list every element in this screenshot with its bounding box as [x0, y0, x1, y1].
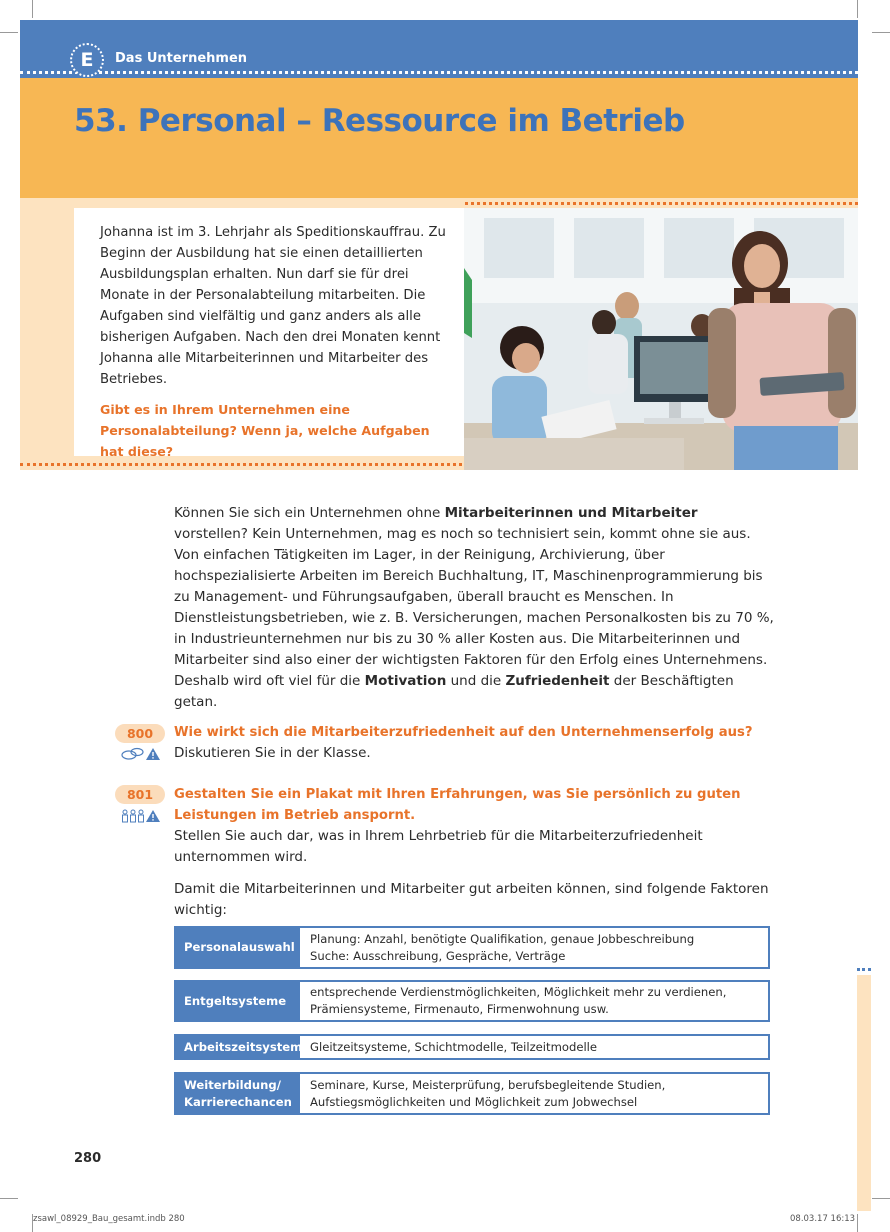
crop-mark [872, 32, 890, 33]
discussion-icon [121, 746, 165, 760]
body-text-part: der Beschäftigten getan. [174, 673, 734, 710]
task-800-question: Wie wirkt sich die Mitarbeiterzufriedenheit auf den Unternehmenserfolg aus? [174, 725, 753, 740]
header-dotted-line [20, 71, 870, 74]
body-text-part: und die [446, 673, 506, 689]
factor-row [174, 926, 770, 969]
body-text-part: vorstellen? Kein Unternehmen, mag es noch so technisiert sein, kommt ohne sie aus. Von einfachen Tätigkeiten im Lager, in der Reinigung, Archivierung, über hochspezialisierte Arbeiten im Bereich Buchhaltung, IT, Maschinenprogrammierung bis zu Management- und Führungsaufgaben, überall braucht es Menschen. In Dienstleistungsbetrieben, wie z. B. Versicherungen, machen Personalkosten bis zu 70 %, in Industrieunternehmen nur bis zu 30 % aller Kosten aus. Die Mitarbeiterinnen und Mitarbeiter sind also einer der wichtigsten Faktoren für den Erfolg eines Unternehmens. Deshalb wird oft viel für die [174, 526, 774, 689]
side-strip [857, 975, 871, 1211]
crop-mark [872, 1198, 890, 1199]
intro-paragraph: Johanna ist im 3. Lehrjahr als Speditionskauffrau. Zu Beginn der Ausbildung hat sie einen detaillierten Ausbildungsplan erhalten. Nun darf sie für drei Monate in der Personalabteilung mitarbeiten. Die Aufgaben sind vielfältig und ganz anders als alle bisherigen Aufgaben. Nach den drei Monaten kennt Johanna alle Mitarbeiterinnen und Mitarbeiter des Betriebes. [100, 225, 446, 387]
crop-mark [32, 0, 33, 18]
body-text-part: Können Sie sich ein Unternehmen ohne [174, 505, 445, 521]
body-bold-term: Zufriedenheit [505, 673, 610, 689]
page-number: 280 [74, 1151, 102, 1166]
factor-description: Seminare, Kurse, Meisterprüfung, berufsbegleitende Studien, Aufstiegsmöglichkeiten und Möglichkeit zum Jobwechsel [310, 1077, 666, 1109]
factor-line: Suche: Ausschreibung, Gespräche, Verträge [310, 948, 566, 963]
factor-description [300, 928, 768, 967]
task-number-800: 800 [115, 724, 165, 743]
factor-description: Gleitzeitsysteme, Schichtmodelle, Teilzeitmodelle [310, 1039, 598, 1054]
factor-label: Arbeitszeitsysteme [176, 1036, 300, 1058]
section-title: Das Unternehmen [115, 51, 248, 66]
side-dotted-line [857, 968, 871, 971]
task-800 [174, 722, 794, 764]
crop-mark [857, 0, 858, 18]
discussion-warning-icons [121, 747, 165, 761]
task-800-text: Diskutieren Sie in der Klasse. [174, 745, 371, 761]
body-paragraph [174, 503, 774, 713]
body-bold-term: Motivation [364, 673, 447, 689]
factor-row [174, 980, 770, 1022]
task-801 [174, 784, 794, 868]
page-title: 53. Personal – Ressource im Betrieb [74, 103, 685, 139]
intro-box [74, 208, 464, 459]
section-badge: E [70, 43, 104, 77]
factor-line: Planung: Anzahl, benötigte Qualifikation, genaue Jobbeschreibung [310, 931, 695, 946]
factor-label: Weiterbildung/ Karrierechancen [176, 1074, 300, 1113]
factor-label: Personalauswahl [176, 928, 300, 967]
crop-mark [857, 1214, 858, 1232]
intro-top-dotted-line [465, 202, 858, 205]
factors-intro: Damit die Mitarbeiterinnen und Mitarbeiter gut arbeiten können, sind folgende Faktoren wichtig: [174, 881, 769, 918]
factor-row [174, 1072, 770, 1115]
crop-mark [0, 1198, 18, 1199]
office-photo-illustration [464, 208, 858, 470]
section-header-bar [20, 20, 858, 78]
office-photo [464, 208, 858, 470]
crop-mark [0, 32, 18, 33]
factor-label: Entgeltsysteme [176, 982, 300, 1020]
footer-timestamp: 08.03.17 16:13 [790, 1214, 856, 1224]
footer-file-info: zsawl_08929_Bau_gesamt.indb 280 [33, 1214, 185, 1224]
factor-row [174, 1034, 770, 1060]
group-work-icon [121, 808, 165, 822]
task-801-text: Stellen Sie auch dar, was in Ihrem Lehrbetrieb für die Mitarbeiterzufriedenheit unternommen wird. [174, 828, 703, 865]
group-warning-icons [121, 809, 165, 823]
factor-description: entsprechende Verdienstmöglichkeiten, Möglichkeit mehr zu verdienen, Prämiensysteme, Firmenauto, Firmenwohnung usw. [310, 985, 727, 1016]
intro-question: Gibt es in Ihrem Unternehmen eine Personalabteilung? Wenn ja, welche Aufgaben hat diese? [100, 402, 430, 459]
task-801-question: Gestalten Sie ein Plakat mit Ihren Erfahrungen, was Sie persönlich zu guten Leistungen im Betrieb anspornt. [174, 787, 741, 823]
body-bold-term: Mitarbeiterinnen und Mitarbeiter [444, 505, 698, 521]
task-number-801: 801 [115, 785, 165, 804]
